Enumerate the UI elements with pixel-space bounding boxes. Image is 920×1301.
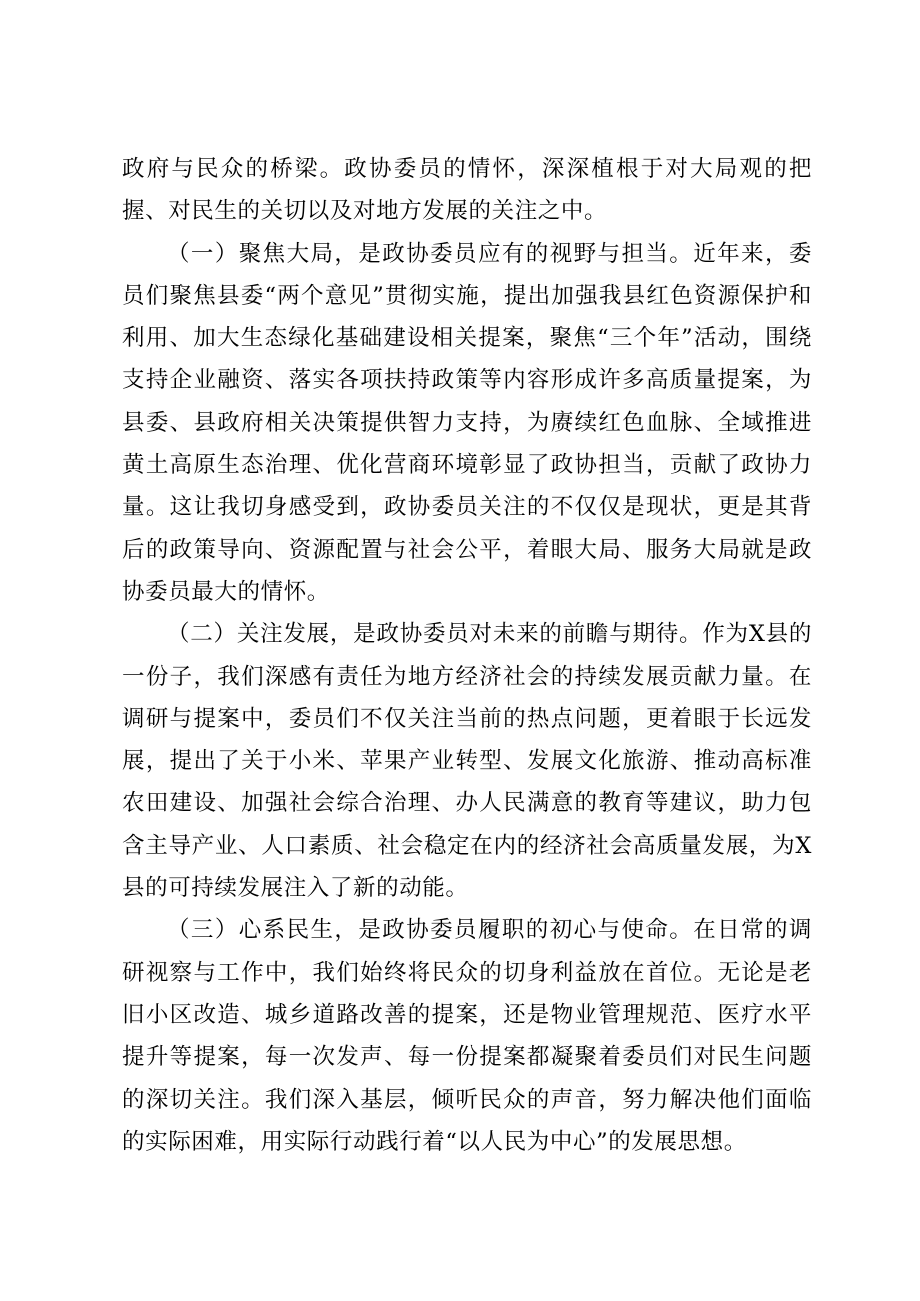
paragraph-livelihood: （三）心系民生，是政协委员履职的初心与使命。在日常的调研视察与工作中，我们始终将民众的切身利益放在首位。无论是老旧小区改造、城乡道路改善的提案，还是物业管理规范、医疗水平提升等提案，每一次发声、每一份提案都凝聚着委员们对民生问题的深切关注。我们深入基层，倾听民众的声音，努力解决他们面临的实际困难，用实际行动践行着“以人民为中心”的发展思想。 <box>122 917 812 1155</box>
paragraph-continuation: 政府与民众的桥梁。政协委员的情怀，深深植根于对大局观的把握、对民生的关切以及对地方发展的关注之中。 <box>122 156 812 225</box>
paragraph-focus-development: （二）关注发展，是政协委员对未来的前瞻与期待。作为X县的一份子，我们深感有责任为地方经济社会的持续发展贡献力量。在调研与提案中，委员们不仅关注当前的热点问题，更着眼于长远发展，提出了关于小米、苹果产业转型、发展文化旅游、推动高标准农田建设、加强社会综合治理、办人民满意的教育等建议，助力包含主导产业、人口素质、社会稳定在内的经济社会高质量发展，为X县的可持续发展注入了新的动能。 <box>122 621 812 902</box>
paragraph-focus-overall-situation: （一）聚焦大局，是政协委员应有的视野与担当。近年来，委员们聚焦县委“两个意见”贯彻实施，提出加强我县红色资源保护和利用、加大生态绿化基础建设相关提案，聚焦“三个年”活动，围绕支持企业融资、落实各项扶持政策等内容形成许多高质量提案，为县委、县政府相关决策提供智力支持，为赓续红色血脉、全域推进黄土高原生态治理、优化营商环境彰显了政协担当，贡献了政协力量。这让我切身感受到，政协委员关注的不仅仅是现状，更是其背后的政策导向、资源配置与社会公平，着眼大局、服务大局就是政协委员最大的情怀。 <box>122 240 812 605</box>
document-body <box>122 148 812 1163</box>
